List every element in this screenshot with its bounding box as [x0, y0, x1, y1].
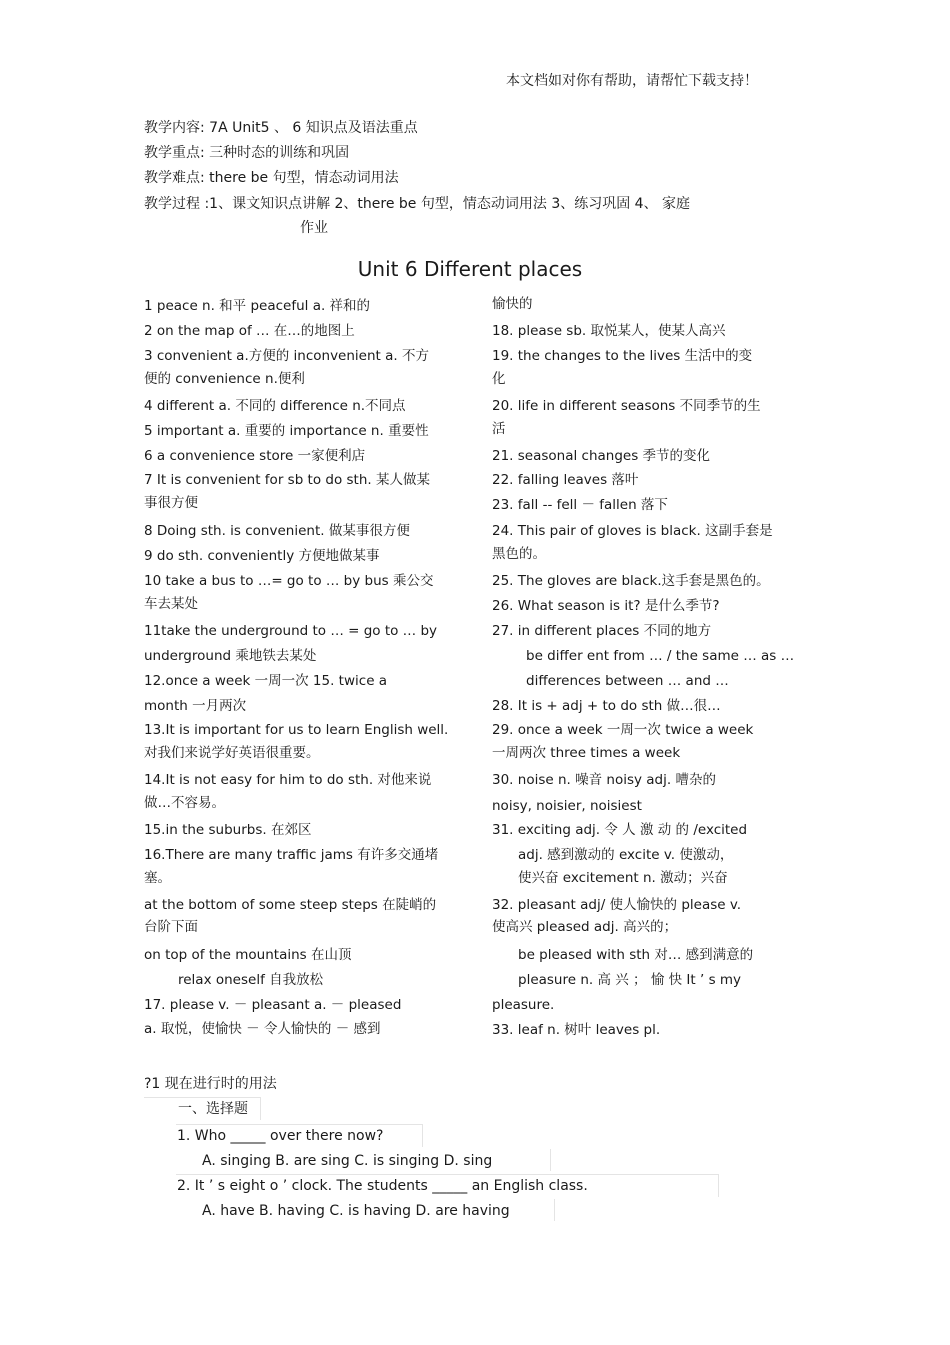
- vocab-line: 27. in different places 不同的地方: [492, 623, 712, 639]
- vocab-line: on top of the mountains 在山顶: [144, 947, 352, 963]
- vocab-line: underground 乘地铁去某处: [144, 648, 317, 664]
- page-title: Unit 6 Different places: [357, 257, 583, 281]
- vocab-line: at the bottom of some steep steps 在陡峭的: [144, 897, 437, 913]
- question-stem: 1. Who _____ over there now?: [177, 1128, 384, 1144]
- teaching-process: 教学过程 :1、课文知识点讲解 2、there be 句型，情态动词用法 3、练习巩固 4、 家庭: [144, 196, 691, 212]
- vocab-line: 32. pleasant adj/ 使人愉快的 please v.: [492, 897, 742, 913]
- vocab-line: 4 different a. 不同的 difference n.不同点: [144, 398, 406, 414]
- question-options: A. singing B. are sing C. is singing D. sing: [202, 1153, 493, 1169]
- teaching-focus: 教学重点: 三种时态的训练和巩固: [144, 145, 350, 161]
- vocab-line: 台阶下面: [144, 919, 198, 935]
- vocab-line: 使兴奋 excitement n. 激动；兴奋: [518, 870, 728, 886]
- vocab-line: 28. It is + adj + to do sth 做…很…: [492, 698, 721, 714]
- vocab-line: 做…不容易。: [144, 795, 225, 811]
- vocab-line: 15.in the suburbs. 在郊区: [144, 822, 312, 838]
- vocab-line: 11take the underground to … = go to … by: [144, 623, 438, 639]
- vocab-line: 13.It is important for us to learn English well.: [144, 722, 449, 738]
- vocab-line: 1 peace n. 和平 peaceful a. 祥和的: [144, 298, 371, 314]
- vocab-line: be differ ent from … / the same … as …: [526, 648, 795, 664]
- vocab-line: 塞。: [144, 870, 171, 886]
- vocab-line: 22. falling leaves 落叶: [492, 472, 639, 488]
- vocab-line: 9 do sth. conveniently 方便地做某事: [144, 548, 380, 564]
- vocab-line: 30. noise n. 噪音 noisy adj. 嘈杂的: [492, 772, 716, 788]
- section-heading: ?1 现在进行时的用法: [144, 1076, 277, 1092]
- teaching-process-cont: 作业: [300, 220, 328, 236]
- vocab-line: 5 important a. 重要的 importance n. 重要性: [144, 423, 429, 439]
- vocab-line: pleasure.: [492, 997, 555, 1013]
- vocab-line: 20. life in different seasons 不同季节的生: [492, 398, 761, 414]
- section-subheading: 一、选择题: [178, 1101, 248, 1117]
- question-options: A. have B. having C. is having D. are having: [202, 1203, 510, 1219]
- vocab-line: 14.It is not easy for him to do sth. 对他来说: [144, 772, 432, 788]
- vocab-line: 19. the changes to the lives 生活中的变: [492, 348, 753, 364]
- vocab-line: 3 convenient a.方便的 inconvenient a. 不方: [144, 348, 429, 364]
- vocab-line: a. 取悦，使愉快 － 令人愉快的 － 感到: [144, 1021, 381, 1037]
- vocab-line: pleasure n. 高 兴 ； 愉 快 It ’ s my: [518, 972, 742, 988]
- teaching-content: 教学内容: 7A Unit5 、 6 知识点及语法重点: [144, 120, 418, 136]
- vocab-line: 18. please sb. 取悦某人，使某人高兴: [492, 323, 726, 339]
- vocab-line: 车去某处: [144, 596, 198, 612]
- vocab-line: 26. What season is it? 是什么季节?: [492, 598, 720, 614]
- vocab-line: 事很方便: [144, 495, 198, 511]
- vocab-line: 便的 convenience n.便利: [144, 371, 305, 387]
- teaching-difficulty: 教学难点: there be 句型，情态动词用法: [144, 170, 399, 186]
- vocab-line: adj. 感到激动的 excite v. 使激动，: [518, 847, 734, 863]
- vocab-line: 一周两次 three times a week: [492, 745, 681, 761]
- vocab-line: 16.There are many traffic jams 有许多交通堵: [144, 847, 439, 863]
- vocab-line: 活: [492, 421, 506, 437]
- question-stem: 2. It ’ s eight o ’ clock. The students _____ an English class.: [177, 1178, 588, 1194]
- vocab-line: 33. leaf n. 树叶 leaves pl.: [492, 1022, 661, 1038]
- vocab-line: 25. The gloves are black.这手套是黑色的。: [492, 573, 770, 589]
- download-notice: 本文档如对你有帮助，请帮忙下载支持！: [506, 73, 758, 89]
- vocab-line: 使高兴 pleased adj. 高兴的；: [492, 919, 678, 935]
- vocab-line: 24. This pair of gloves is black. 这副手套是: [492, 523, 773, 539]
- vocab-line: noisy, noisier, noisiest: [492, 798, 642, 814]
- vocab-line: be pleased with sth 对… 感到满意的: [518, 947, 754, 963]
- vocab-line: 29. once a week 一周一次 twice a week: [492, 722, 754, 738]
- vocab-line: differences between … and …: [526, 673, 729, 689]
- vocab-line: 黑色的。: [492, 546, 546, 562]
- vocab-line: 2 on the map of … 在…的地图上: [144, 323, 355, 339]
- vocab-line: 21. seasonal changes 季节的变化: [492, 448, 711, 464]
- vocab-line: 6 a convenience store 一家便利店: [144, 448, 366, 464]
- vocab-line: 对我们来说学好英语很重要。: [144, 745, 320, 761]
- vocab-line: 31. exciting adj. 令 人 激 动 的 /excited: [492, 822, 748, 838]
- vocab-line: 7 It is convenient for sb to do sth. 某人做某: [144, 472, 430, 488]
- vocab-line: relax oneself 自我放松: [178, 972, 324, 988]
- vocab-line: 愉快的: [492, 296, 533, 312]
- vocab-line: month 一月两次: [144, 698, 247, 714]
- vocab-line: 10 take a bus to …= go to … by bus 乘公交: [144, 573, 434, 589]
- vocab-line: 12.once a week 一周一次 15. twice a: [144, 673, 388, 689]
- vocab-line: 17. please v. － pleasant a. － pleased: [144, 997, 402, 1013]
- vocab-line: 8 Doing sth. is convenient. 做某事很方便: [144, 523, 410, 539]
- vocab-line: 化: [492, 371, 506, 387]
- vocab-line: 23. fall -- fell － fallen 落下: [492, 497, 668, 513]
